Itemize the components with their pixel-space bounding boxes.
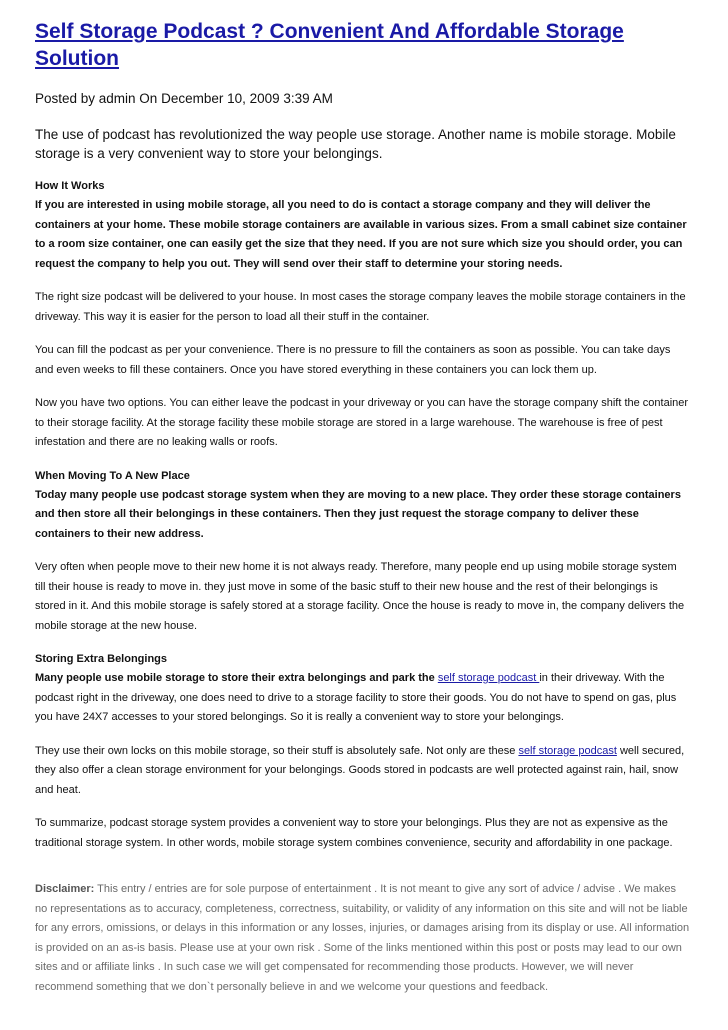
lead-bold-text: Many people use mobile storage to store their extra belongings and park the [35,672,438,684]
self-storage-podcast-link[interactable]: self storage podcast [437,672,540,684]
paragraph-text: They use their own locks on this mobile storage, so their stuff is absolutely safe. Not only are these [35,744,519,757]
paragraph-text: well secured, they also offer a clean storage environment for your belongings. Goods stored in podcasts are well protected against rain, hail, snow and heat. [35,744,685,796]
section-extra-belongings [35,650,690,853]
disclaimer [35,880,690,997]
section-lead: If you are interested in using mobile storage, all you need to do is contact a storage company and they will deliver the containers at your home. These mobile storage containers are available in various sizes. From a small cabinet size container to a room size container, one can easily get the size that they need. If you are not sure which size you should order, you can request the company to help you out. They will send over their staff to determine your storing needs. [35,199,687,270]
paragraph: The right size podcast will be delivered to your house. In most cases the storage company leaves the mobile storage containers in the driveway. This way it is easier for the person to load all their stuff in the container. [35,291,686,323]
paragraph: You can fill the podcast as per your convenience. There is no pressure to fill the containers as soon as possible. You can take days and even weeks to fill these containers. Once you have stored everything in these containers you can lock them up. [35,344,671,376]
self-storage-podcast-link[interactable]: self storage podcast [518,744,617,757]
section-lead: Today many people use podcast storage system when they are moving to a new place. They order these storage containers and then store all their belongings in these containers. Then they just request the storage company to deliver these containers to their new address. [35,488,681,540]
section-heading: How It Works [35,180,105,192]
section-how-it-works [35,177,690,453]
section-lead [35,669,690,728]
paragraph: To summarize, podcast storage system provides a convenient way to store your belongings. Plus they are not as expensive as the traditional storage system. In other words, mobile storage system combines convenience, security and affordability in one package. [35,817,673,849]
paragraph [35,742,690,801]
disclaimer-text: This entry / entries are for sole purpose of entertainment . It is not meant to give any sort of advice / advise . We makes no representations as to accuracy, completeness, correctness, suitability, or validity of any information on this site and will not be liable for any errors, omissions, or delays in this information or any losses, injuries, or damages arising from its display or use. All information is provided on an as-is basis. Please use at your own risk . Some of the links mentioned within this post or posts may lead to our own sites and or affiliate links . In such case we will get compensated for recommending those products. However, we will never recommend something that we don`t personally believe in and we welcome your questions and feedback. [35,883,690,993]
paragraph: Now you have two options. You can either leave the podcast in your driveway or you can have the storage company shift the container to their storage facility. At the storage facility these mobile storage are stored in a large warehouse. The warehouse is free of pest infestation and there are no leaking walls or roofs. [35,397,689,448]
paragraph: Very often when people move to their new home it is not always ready. Therefore, many people end up using mobile storage system till their house is ready to move in. they just move in some of the basic stuff to their new house and the rest of their belongings is stored in it. And this mobile storage is safely stored at a storage facility. Once the house is ready to move in, the company delivers the mobile storage at the new house. [35,561,685,632]
page-title[interactable]: Self Storage Podcast ? Convenient And Affordable Storage Solution [35,20,624,70]
section-heading: When Moving To A New Place [35,469,190,482]
lead-rest-text: in their driveway. With the podcast right in the driveway, one does need to drive to a storage facility to store their goods. You do not have to spend on gas, plus you have 24X7 accesses to your stored belongings. So it is really a convenient way to store your belongings. [35,672,677,723]
disclaimer-label: Disclaimer: [35,883,95,895]
section-moving [35,467,690,637]
article [35,18,690,997]
post-meta: Posted by admin On December 10, 2009 3:39 AM [35,91,333,106]
intro-paragraph: The use of podcast has revolutionized the way people use storage. Another name is mobile storage. Mobile storage is a very convenient way to store your belongings. [35,127,676,161]
section-heading: Storing Extra Belongings [35,653,168,665]
